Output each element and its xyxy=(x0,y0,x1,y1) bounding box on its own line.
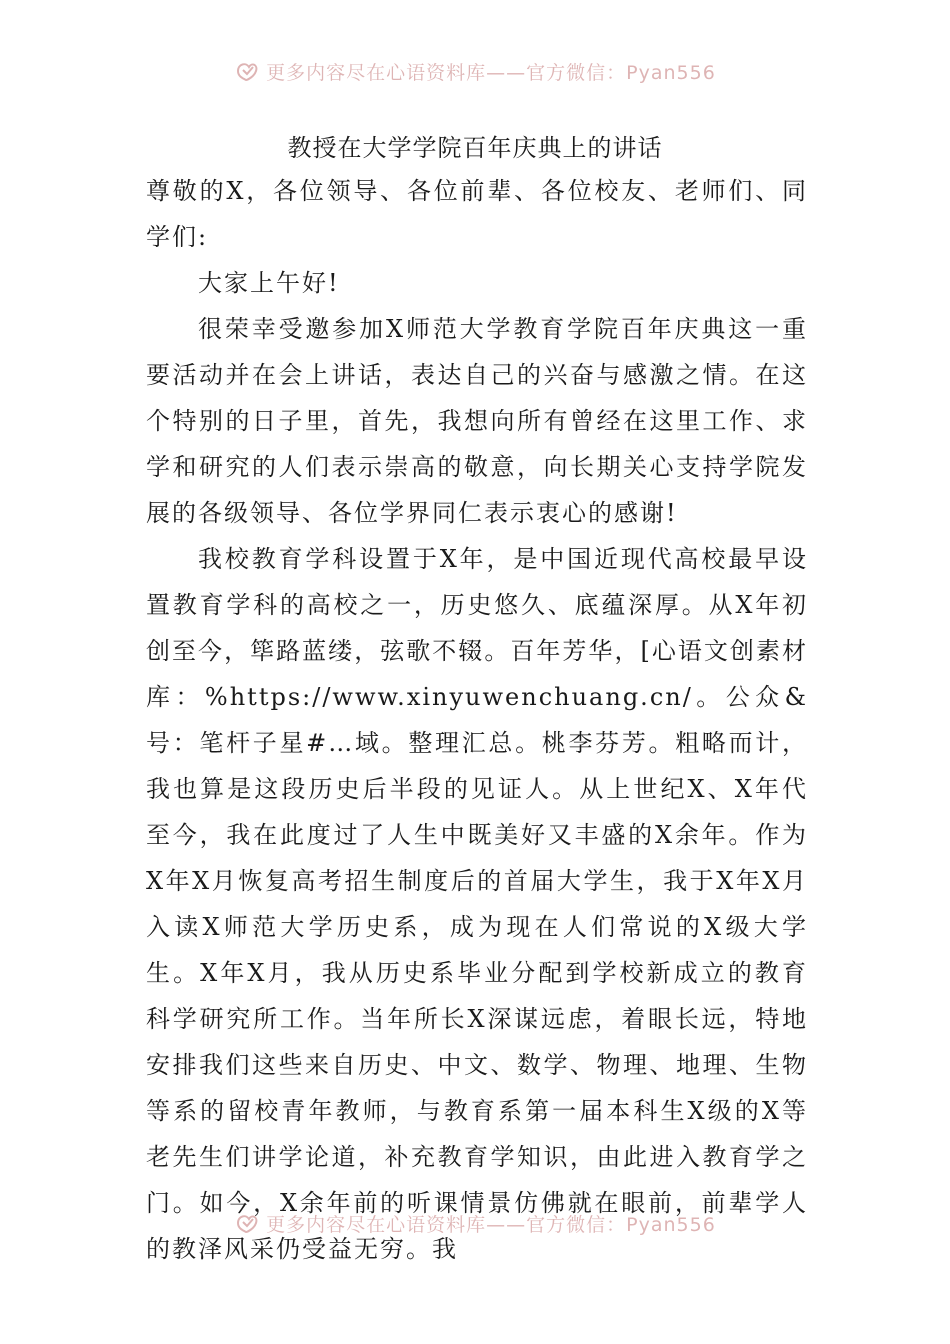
watermark-text: 更多内容尽在心语资料库——官方微信：Pyan556 xyxy=(266,1213,716,1236)
watermark-logo-icon xyxy=(234,59,260,83)
document-title: 教授在大学学院百年庆典上的讲话 xyxy=(287,134,663,162)
watermark-footer xyxy=(0,1206,950,1240)
greeting-paragraph: 大家上午好! xyxy=(198,269,340,297)
body-paragraph: 很荣幸受邀参加X师范大学教育学院百年庆典这一重要活动并在会上讲话，表达自己的兴奋与感激之情。在这个特别的日子里，首先，我想向所有曾经在这里工作、求学和研究的人们表示崇高的敬意，向长期关心支持学院发展的各级领导、各位学界同仁表示衷心的感谢! xyxy=(146,315,808,527)
document-body xyxy=(146,168,808,1272)
watermark-logo-icon xyxy=(234,1211,260,1235)
watermark-text: 更多内容尽在心语资料库——官方微信：Pyan556 xyxy=(266,61,716,84)
salutation-paragraph: 尊敬的X，各位领导、各位前辈、各位校友、老师们、同学们: xyxy=(146,177,808,251)
body-paragraph: 我校教育学科设置于X年，是中国近现代高校最早设置教育学科的高校之一，历史悠久、底蕴深厚。从X年初创至今，筚路蓝缕，弦歌不辍。百年芳华，[心语文创素材库：%https://www.xinyuwenchuang.cn/。公众&号：笔杆子星#…域。整理汇总。桃李芬芳。粗略而计，我也算是这段历史后半段的见证人。从上世纪X、X年代至今，我在此度过了人生中既美好又丰盛的X余年。作为X年X月恢复高考招生制度后的首届大学生，我于X年X月入读X师范大学历史系，成为现在人们常说的X级大学生。X年X月，我从历史系毕业分配到学校新成立的教育科学研究所工作。当年所长X深谋远虑，着眼长远，特地安排我们这些来自历史、中文、数学、物理、地理、生物等系的留校青年教师，与教育系第一届本科生X级的X等老先生们讲学论道，补充教育学知识，由此进入教育学之门。如今，X余年前的听课情景仿佛就在眼前，前辈学人的教泽风采仍受益无穷。我 xyxy=(146,545,808,1263)
watermark-header xyxy=(0,54,950,88)
